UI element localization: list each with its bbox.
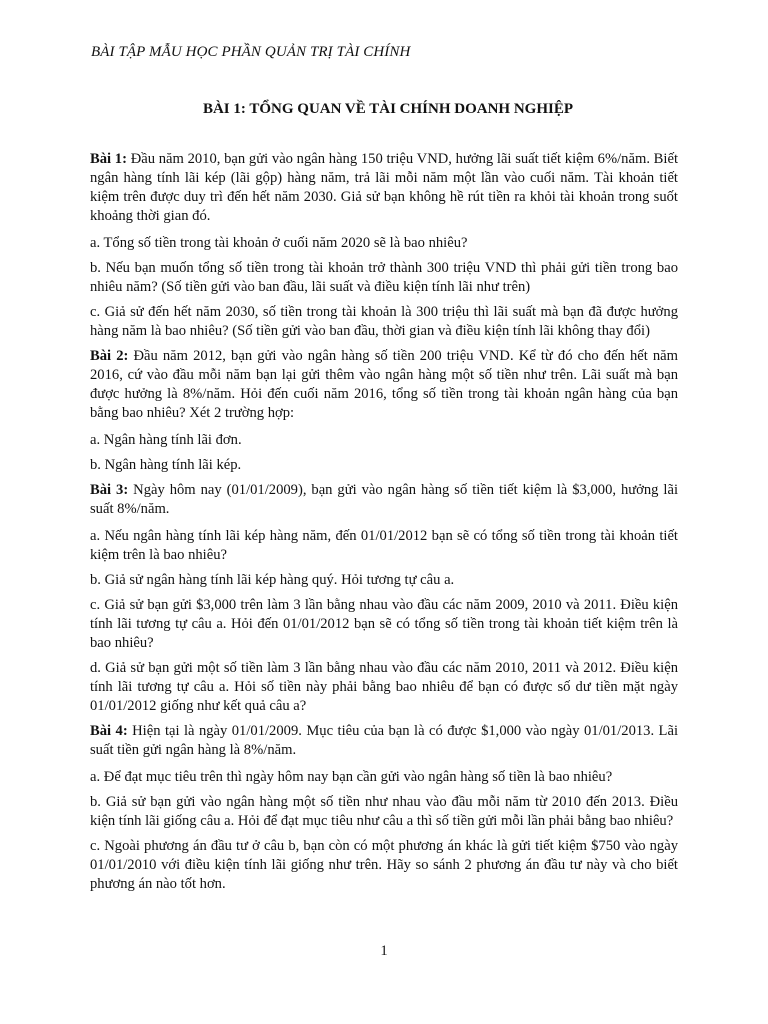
bai3-statement bbox=[90, 481, 678, 519]
bai3-question-d: d. Giả sử bạn gửi một số tiền làm 3 lần bằng nhau vào đầu các năm 2010, 2011 và 2012. Điều kiện tính lãi tương tự câu a. Hỏi số tiền này phải bằng bao nhiêu để bạn có được số dư tiền mặt ngày 01/01/2012 giống như kết quả câu a? bbox=[90, 660, 678, 714]
bai2-question-b: b. Ngân hàng tính lãi kép. bbox=[90, 457, 242, 473]
bai3-label: Bài 3: bbox=[90, 482, 129, 498]
bai2-question-a: a. Ngân hàng tính lãi đơn. bbox=[90, 432, 242, 448]
bai1-question-b: b. Nếu bạn muốn tổng số tiền trong tài khoản trở thành 300 triệu VND thì phải gửi tiền trong bao nhiêu năm? (Số tiền gửi vào ban đầu, lãi suất và điều kiện tính lãi như trên) bbox=[90, 260, 678, 295]
bai1-question-c: c. Giả sử đến hết năm 2030, số tiền trong tài khoản là 300 triệu thì lãi suất mà bạn đã được hưởng hàng năm là bao nhiêu? (Số tiền gửi vào ban đầu, thời gian và điều kiện tính lãi không thay đổi) bbox=[90, 304, 678, 339]
page-number: 1 bbox=[380, 943, 388, 959]
bai1-statement bbox=[90, 150, 678, 226]
bai2-statement bbox=[90, 347, 678, 423]
bai4-question-c: c. Ngoài phương án đầu tư ở câu b, bạn còn có một phương án khác là gửi tiết kiệm $750 vào ngày 01/01/2010 với điều kiện tính lãi giống như trên. Hãy so sánh 2 phương án đầu tư này và cho biết phương án nào tốt hơn. bbox=[90, 838, 678, 892]
bai2-label: Bài 2: bbox=[90, 348, 129, 364]
bai4-text: Hiện tại là ngày 01/01/2009. Mục tiêu của bạn là có được $1,000 vào ngày 01/01/2013. Lãi suất tiền gửi ngân hàng là 8%/năm. bbox=[90, 723, 679, 758]
bai3-question-c: c. Giả sử bạn gửi $3,000 trên làm 3 lần bằng nhau vào đầu các năm 2009, 2010 và 2011. Điều kiện tính lãi tương tự câu a. Hỏi đến 01/01/2012 bạn sẽ có tổng số tiền trong tài khoản tiết kiệm trên là bao nhiêu? bbox=[90, 597, 678, 651]
chapter-title: BÀI 1: TỔNG QUAN VỀ TÀI CHÍNH DOANH NGHIỆP bbox=[202, 101, 574, 117]
running-header: BÀI TẬP MẪU HỌC PHẦN QUẢN TRỊ TÀI CHÍNH bbox=[91, 44, 411, 60]
bai4-statement bbox=[90, 722, 678, 760]
bai3-question-b: b. Giả sử ngân hàng tính lãi kép hàng quý. Hỏi tương tự câu a. bbox=[90, 572, 455, 588]
bai4-label: Bài 4: bbox=[90, 723, 128, 739]
bai4-question-b: b. Giả sử bạn gửi vào ngân hàng một số tiền như nhau vào đầu mỗi năm từ 2010 đến 2013. Điều kiện tính lãi giống câu a. Hỏi để đạt mục tiêu như câu a thì số tiền gửi mỗi lần phải bằng bao nhiêu? bbox=[90, 794, 678, 829]
bai4-question-a: a. Để đạt mục tiêu trên thì ngày hôm nay bạn cần gửi vào ngân hàng số tiền là bao nhiêu? bbox=[90, 769, 613, 785]
bai1-label: Bài 1: bbox=[90, 151, 127, 167]
document-body bbox=[90, 150, 678, 900]
bai1-question-a: a. Tổng số tiền trong tài khoản ở cuối năm 2020 sẽ là bao nhiêu? bbox=[90, 235, 468, 251]
bai2-text: Đầu năm 2012, bạn gửi vào ngân hàng số tiền 200 triệu VND. Kể từ đó cho đến hết năm 2016, cứ vào đầu mỗi năm bạn lại gửi thêm vào ngân hàng một số tiền như trên. Lãi suất mà bạn được hưởng là 8%/năm. Hỏi đến cuối năm 2016, tổng số tiền trong tài khoản ngân hàng của bạn bằng bao nhiêu? Xét 2 trường hợp: bbox=[90, 348, 679, 421]
bai1-text: Đầu năm 2010, bạn gửi vào ngân hàng 150 triệu VND, hưởng lãi suất tiết kiệm 6%/năm. Biết ngân hàng tính lãi kép (lãi gộp) hàng năm, trả lãi mỗi năm một lần vào cuối năm. Tài khoản tiết kiệm trên được duy trì đến hết năm 2030. Giả sử bạn không hề rút tiền ra khỏi tài khoản trong suốt khoảng thời gian đó. bbox=[90, 151, 679, 224]
bai3-text: Ngày hôm nay (01/01/2009), bạn gửi vào ngân hàng số tiền tiết kiệm là $3,000, hưởng lãi suất 8%/năm. bbox=[90, 482, 679, 517]
bai3-question-a: a. Nếu ngân hàng tính lãi kép hàng năm, đến 01/01/2012 bạn sẽ có tổng số tiền trong tài khoản tiết kiệm trên là bao nhiêu? bbox=[90, 528, 678, 563]
